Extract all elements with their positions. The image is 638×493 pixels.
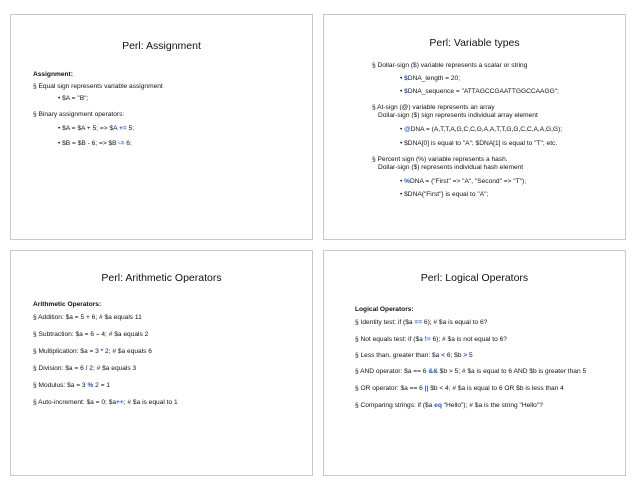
slide-heading: Logical Operators: bbox=[355, 306, 414, 313]
operator-highlight: && bbox=[428, 368, 438, 375]
operator-highlight: % bbox=[87, 382, 94, 389]
text-run: 5 bbox=[467, 352, 473, 359]
text-run: DNA = ("First" => "A", "Second" => "T"); bbox=[410, 178, 527, 185]
sigil-highlight: % bbox=[404, 178, 411, 185]
slide-variable-types bbox=[323, 14, 626, 240]
text-run: • $A = $A + 5; => $A bbox=[58, 125, 119, 132]
text-run: § Addition: $a = 5 bbox=[33, 314, 86, 321]
text-run: 6; $b bbox=[445, 352, 464, 359]
operator-highlight: + bbox=[85, 314, 90, 321]
text-run: $b > 5; # $a is equal to 6 AND $b is greater than 5 bbox=[437, 368, 587, 375]
text-run: • $B = $B - 6; => $B bbox=[58, 140, 119, 147]
bullet-line bbox=[400, 76, 460, 83]
text-run: § Not equals test: if ($a bbox=[355, 336, 425, 343]
bullet-line bbox=[378, 113, 538, 120]
slide-assignment bbox=[10, 14, 313, 240]
text-run: 6; bbox=[124, 140, 132, 147]
bullet-line bbox=[33, 84, 163, 91]
operator-highlight: += bbox=[118, 125, 127, 132]
text-run: 5; bbox=[126, 125, 135, 132]
operator-highlight: || bbox=[424, 385, 429, 392]
text-run: § Less than, greater than: $a bbox=[355, 352, 442, 359]
bullet-line bbox=[33, 112, 124, 119]
text-run: Dollar-sign ($) represents individual hash element bbox=[378, 164, 524, 171]
bullet-line bbox=[400, 192, 488, 199]
operator-highlight: -= bbox=[118, 140, 125, 147]
slide-title: Perl: Assignment bbox=[122, 40, 201, 52]
text-run: § Modulus: $a = 3 bbox=[33, 382, 88, 389]
text-run: • $DNA{"First"} is equal to "A"; bbox=[400, 191, 489, 198]
text-run: 4; # $a equals 2 bbox=[99, 331, 149, 338]
text-run: 6); # $a is not equal to 6? bbox=[430, 336, 507, 343]
bullet-line bbox=[58, 96, 88, 103]
text-run: § Division: $a = 6 bbox=[33, 365, 86, 372]
text-run: § Multiplication: $a = 3 bbox=[33, 348, 101, 355]
bullet-line bbox=[400, 89, 559, 96]
bullet-line bbox=[33, 349, 152, 356]
text-run: § OR operator: $a == 6 bbox=[355, 385, 425, 392]
operator-highlight: > bbox=[463, 352, 468, 359]
slide-title: Perl: Logical Operators bbox=[420, 272, 529, 284]
operator-highlight: eq bbox=[434, 402, 442, 409]
bullet-line bbox=[58, 126, 134, 133]
bullet-line bbox=[33, 383, 110, 390]
bullet-line bbox=[372, 157, 508, 164]
text-run: DNA_length = 20; bbox=[407, 75, 461, 82]
sigil-highlight: @ bbox=[404, 126, 411, 133]
sigil-highlight: $ bbox=[404, 75, 408, 82]
text-run: 6); # $a is equal to 6? bbox=[422, 319, 488, 326]
slide-heading: Arithmetic Operators: bbox=[33, 301, 102, 308]
text-run: "Hello"); # $a is the string "Hello"? bbox=[441, 402, 543, 409]
text-run: DNA_sequence = "ATTAGCCGAATTGGCCAAGG"; bbox=[407, 88, 559, 95]
text-run: • bbox=[400, 88, 405, 95]
text-run: § Auto-increment: $a = 0; $a bbox=[33, 399, 117, 406]
text-run: § Comparing strings: if ($a bbox=[355, 402, 435, 409]
slide-arithmetic-operators bbox=[10, 250, 313, 476]
bullet-line bbox=[372, 63, 527, 70]
text-run: DNA = (A,T,T,A,G,C,C,G,A,A,T,T,G,G,C,C,A,A,G,G); bbox=[410, 126, 563, 133]
operator-highlight: == bbox=[414, 319, 423, 326]
bullet-line bbox=[355, 353, 473, 360]
bullet-line bbox=[355, 386, 564, 393]
bullet-line bbox=[355, 403, 543, 410]
text-run: $b < 4; # $a is equal to 6 OR $b is less than 4 bbox=[428, 385, 564, 392]
text-run: § Subtraction: $a = 6 bbox=[33, 331, 96, 338]
bullet-line bbox=[400, 127, 562, 134]
bullet-line bbox=[355, 320, 487, 327]
text-run: 2; # $a equals 3 bbox=[87, 365, 137, 372]
bullet-line bbox=[33, 366, 136, 373]
operator-highlight: * bbox=[100, 348, 104, 355]
bullet-line bbox=[58, 141, 132, 148]
bullet-line bbox=[33, 315, 142, 322]
operator-highlight: ++ bbox=[116, 399, 124, 406]
slide-heading: Assignment: bbox=[33, 71, 73, 78]
operator-highlight: != bbox=[424, 336, 431, 343]
text-run: ; # $a is equal to 1 bbox=[123, 399, 178, 406]
text-run: 6; # $a equals 11 bbox=[89, 314, 142, 321]
text-run: § Percent sign (%) variable represents a hash. bbox=[372, 156, 508, 163]
text-run: • bbox=[400, 126, 405, 133]
text-run: • $DNA[0] is equal to "A"; $DNA[1] is equal to "T"; etc. bbox=[400, 140, 558, 147]
text-run: § Dollar-sign ($) variable represents a scalar or string bbox=[372, 62, 528, 69]
text-run: • bbox=[400, 178, 405, 185]
bullet-line bbox=[400, 179, 526, 186]
bullet-line bbox=[372, 105, 495, 112]
bullet-line bbox=[355, 369, 586, 376]
operator-highlight: – bbox=[95, 331, 100, 338]
operator-highlight: < bbox=[441, 352, 446, 359]
text-run: Dollar-sign ($) sign represents individual array element bbox=[378, 112, 538, 119]
bullet-line bbox=[378, 165, 523, 172]
text-run: 2 = 1 bbox=[93, 382, 110, 389]
text-run: § Equal sign represents variable assignment bbox=[33, 83, 163, 90]
text-run: • $A = "B"; bbox=[58, 95, 89, 102]
bullet-line bbox=[355, 337, 507, 344]
text-run: § At-sign (@) variable represents an array bbox=[372, 104, 495, 111]
text-run: § Identity test: if ($a bbox=[355, 319, 415, 326]
sigil-highlight: $ bbox=[404, 88, 408, 95]
text-run: § AND operator: $a == 6 bbox=[355, 368, 429, 375]
bullet-line bbox=[33, 332, 148, 339]
text-run: § Binary assignment operators: bbox=[33, 111, 125, 118]
slide-logical-operators bbox=[323, 250, 626, 476]
bullet-line bbox=[33, 400, 178, 407]
bullet-line bbox=[400, 141, 557, 148]
text-run: • bbox=[400, 75, 405, 82]
slide-title: Perl: Arithmetic Operators bbox=[101, 272, 222, 284]
operator-highlight: / bbox=[85, 365, 88, 372]
slide-title: Perl: Variable types bbox=[429, 37, 520, 49]
text-run: 2; # $a equals 6 bbox=[103, 348, 152, 355]
